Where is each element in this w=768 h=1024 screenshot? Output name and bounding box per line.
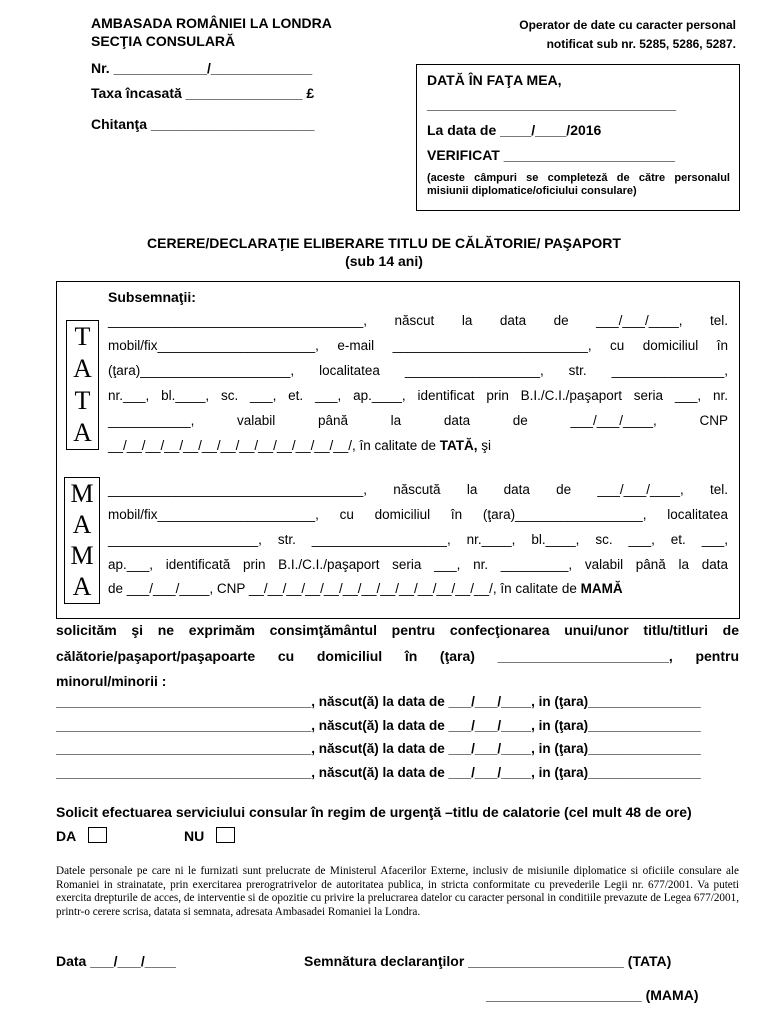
mama-line[interactable]: ap.___, identificată prin B.I./C.I./paşaport seria ___, nr. _________, valabil până la data	[108, 557, 728, 572]
office-use-box	[416, 64, 740, 211]
taxa-field[interactable]: Taxa încasată _______________ £	[91, 85, 315, 101]
urgency-question: Solicit efectuarea serviciului consular în regim de urgenţă –titlu de calatorie (cel mult 48 de ore)	[56, 804, 692, 820]
chitanta-field[interactable]: Chitanţa _____________________	[91, 116, 315, 132]
nr-field[interactable]: Nr. ____________/_____________	[91, 60, 313, 76]
office-verified-line[interactable]: VERIFICAT ______________________	[427, 147, 676, 163]
subsemnatii-label: Subsemnaţii:	[108, 289, 196, 305]
mama-line[interactable]: __________________________________, născută la data de ___/___/____, tel.	[108, 482, 728, 497]
office-box-title: DATĂ ÎN FAŢA MEA,	[427, 72, 562, 88]
mama-letter: A	[72, 572, 92, 601]
tata-line[interactable]: nr.___, bl.____, sc. ___, et. ___, ap.____, identificat prin B.I./C.I./paşaport seria ___, nr.	[108, 388, 728, 403]
form-subtitle: (sub 14 ani)	[345, 253, 423, 269]
signature-mama[interactable]: ____________________ (MAMA)	[486, 987, 699, 1003]
tata-letter: A	[73, 418, 92, 447]
consular-section: SECŢIA CONSULARĂ	[91, 33, 236, 49]
tata-role: TATĂ,	[439, 438, 478, 453]
mama-line[interactable]: ____________________, str. __________________, nr.____, bl.____, sc. ___, et. ___,	[108, 532, 728, 547]
tata-suffix: şi	[477, 438, 492, 453]
consent-line-1: solicităm şi ne exprimăm consimţământul pentru confecţionarea unui/unor titlu/titluri de	[56, 622, 739, 638]
urgency-no-label: NU	[184, 828, 205, 844]
tata-letter: A	[73, 354, 92, 383]
urgency-yes-label: DA	[56, 828, 77, 844]
mama-letter: M	[70, 541, 94, 570]
tata-cnp-text: __/__/__/__/__/__/__/__/__/__/__/__/__/, în calitate de	[108, 438, 440, 453]
office-note-1: (aceste câmpuri se completeză de către personalul	[427, 172, 730, 184]
embassy-name: AMBASADA ROMÂNIEI LA LONDRA	[91, 15, 332, 31]
form-title: CERERE/DECLARAŢIE ELIBERARE TITLU DE CĂLĂTORIE/ PAŞAPORT	[147, 235, 621, 251]
tata-cnp-line[interactable]	[108, 438, 491, 453]
operator-line-1: Operator de date cu caracter personal	[519, 18, 736, 32]
office-date-line[interactable]: La data de ____/____/2016	[427, 122, 602, 138]
mama-letter: A	[72, 510, 92, 539]
office-blank-line[interactable]: ________________________________	[427, 96, 677, 112]
tata-line[interactable]: mobil/fix_____________________, e-mail __________________________, cu domiciliul în	[108, 338, 728, 353]
footer-date-field[interactable]: Data ___/___/____	[56, 953, 176, 969]
tata-letter: T	[74, 386, 91, 415]
signature-tata[interactable]: Semnătura declaranţilor ____________________ (TATA)	[304, 953, 672, 969]
operator-line-2: notificat sub nr. 5285, 5286, 5287.	[546, 37, 736, 51]
mama-letter: M	[70, 479, 94, 508]
urgency-no-checkbox[interactable]	[216, 827, 235, 843]
minor-row[interactable]: __________________________________, născut(ă) la data de ___/___/____, in (ţara)_______________	[56, 718, 701, 733]
mama-cnp-line[interactable]	[108, 581, 623, 596]
tata-line[interactable]: ___________, valabil până la data de ___/___/____, CNP	[108, 413, 728, 428]
mama-label-box	[64, 477, 100, 604]
tata-line[interactable]: (ţara)____________________, localitatea __________________, str. _______________,	[108, 363, 728, 378]
consent-line-3: minorul/minorii :	[56, 673, 167, 689]
urgency-yes-checkbox[interactable]	[88, 827, 107, 843]
tata-letter: T	[74, 322, 91, 351]
office-note-2: misiunii diplomatice/oficiului consulare)	[427, 185, 637, 197]
minor-row[interactable]: __________________________________, născut(ă) la data de ___/___/____, in (ţara)_______________	[56, 765, 701, 780]
privacy-notice: Datele personale pe care ni le furnizati sunt prelucrate de Ministerul Afacerilor Externe, inclusiv de misiunile diplomatice si oficiile consulare ale Romaniei in strainatate, prin exercitarea prerogratrivelor de autoritatea publica, in stricta conformitate cu prevederile Legii nr. 677/2001. Va puteti exercita drepturile de acces, de interventie si de opozitie cu privire la prelucrarea datelor cu caracter personal in conditiile prevazute de Legea 677/2001, printr-o cerere scrisa, datata si semnata, adresata Ambasadei Romaniei la Londra.	[56, 865, 739, 918]
mama-role: MAMĂ	[580, 581, 623, 596]
tata-label-box	[66, 320, 99, 450]
minor-row[interactable]: __________________________________, născut(ă) la data de ___/___/____, in (ţara)_______________	[56, 694, 701, 709]
mama-cnp-text: de ___/___/____, CNP __/__/__/__/__/__/__/__/__/__/__/__/__/, în calitate de	[108, 581, 581, 596]
consent-line-2[interactable]: călătorie/paşaport/paşapoarte cu domiciliul în (ţara) ______________________, pentru	[56, 648, 739, 664]
minor-row[interactable]: __________________________________, născut(ă) la data de ___/___/____, in (ţara)_______________	[56, 741, 701, 756]
mama-line[interactable]: mobil/fix_____________________, cu domiciliul în (ţara)_________________, localitatea	[108, 507, 728, 522]
tata-line[interactable]: __________________________________, născut la data de ___/___/____, tel.	[108, 313, 728, 328]
